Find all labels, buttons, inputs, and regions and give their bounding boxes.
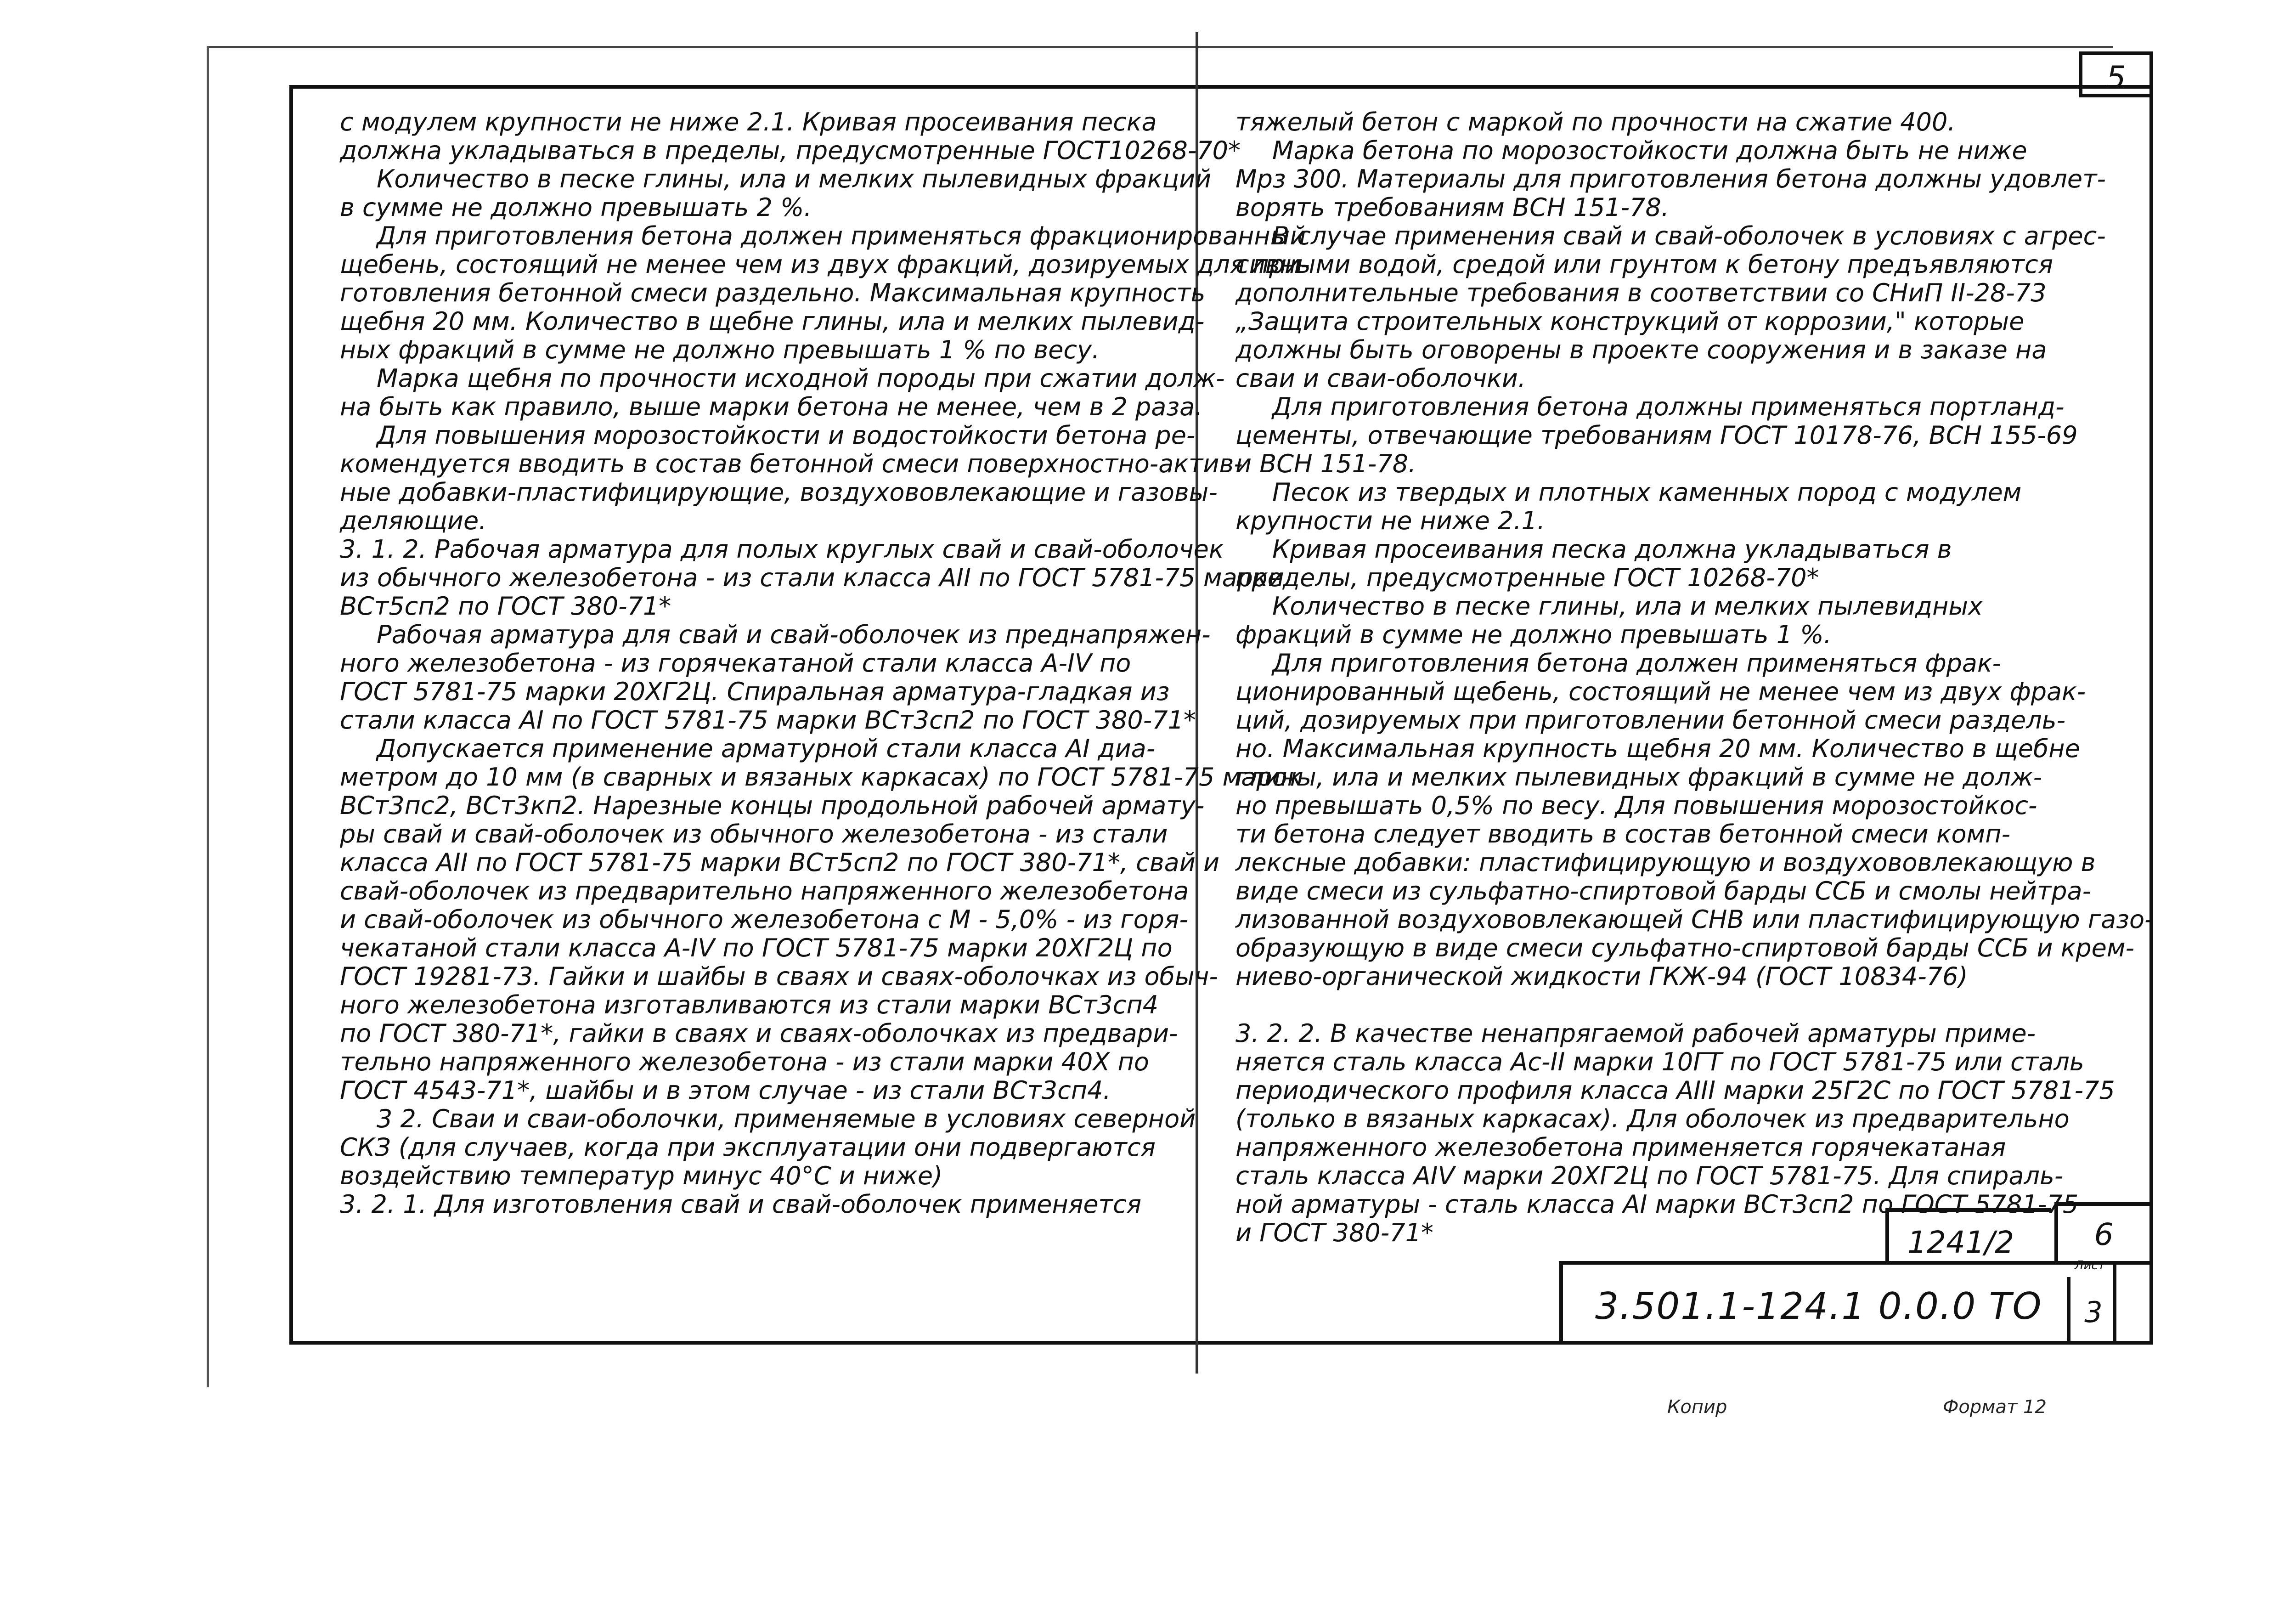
- footer-format: Формат 12: [1943, 1396, 2047, 1418]
- text-line: но превышать 0,5% по весу. Для повышения морозостойкос-: [1235, 791, 2037, 820]
- outer-left-line: [207, 46, 209, 1387]
- left-column: [340, 107, 1310, 1219]
- text-line: ниево-органической жидкости ГКЖ-94 (ГОСТ 10834-76): [1235, 962, 1968, 991]
- text-line: Для приготовления бетона должен применяться фракционированный: [377, 221, 1306, 250]
- text-line: ГОСТ 5781-75 марки 20ХГ2Ц. Спиральная арматура-гладкая из: [340, 677, 1170, 706]
- text-line: Песок из твердых и плотных каменных пород с модулем: [1272, 478, 2022, 507]
- text-line: ворять требованиям ВСН 151-78.: [1235, 193, 1670, 222]
- text-line: сваи и сваи-оболочки.: [1235, 364, 1526, 393]
- text-line: ГОСТ 4543-71*, шайбы и в этом случае - из стали ВСт3сп4.: [340, 1076, 1111, 1105]
- text-line: чекатаной стали класса А-IV по ГОСТ 5781-75 марки 20ХГ2Ц по: [340, 933, 1173, 962]
- text-line: ВСт3пс2, ВСт3кп2. Нарезные концы продольной рабочей армату-: [340, 791, 1205, 820]
- sheet-value: 3: [2084, 1295, 2103, 1329]
- text-line: Количество в песке глины, ила и мелких пылевидных: [1272, 592, 1983, 621]
- text-line: Марка бетона по морозостойкости должна быть не ниже: [1272, 136, 2027, 165]
- sheet-label: Лист: [2075, 1259, 2105, 1272]
- text-line: метром до 10 мм (в сварных и вязаных каркасах) по ГОСТ 5781-75 марок: [340, 763, 1303, 792]
- text-line: и свай-оболочек из обычного железобетона с М - 5,0% - из горя-: [340, 905, 1188, 934]
- text-line: ГОСТ 19281-73. Гайки и шайбы в сваях и сваях-оболочках из обыч-: [340, 962, 1218, 991]
- text-line: няется сталь класса Ас-II марки 10ГТ по ГОСТ 5781-75 или сталь: [1235, 1047, 2084, 1076]
- text-line: ционированный щебень, состоящий не менее чем из двух фрак-: [1235, 677, 2086, 706]
- text-line: и ВСН 151-78.: [1235, 449, 1416, 478]
- text-line: ти бетона следует вводить в состав бетонной смеси комп-: [1235, 820, 2011, 848]
- text-line: в сумме не должно превышать 2 %.: [340, 193, 812, 222]
- text-line: ных фракций в сумме не должно превышать 1 % по весу.: [340, 335, 1100, 364]
- stamp-ref-box: [1885, 1208, 2051, 1263]
- text-line: Количество в песке глины, ила и мелких пылевидных фракций: [377, 164, 1212, 193]
- text-line: ры свай и свай-оболочек из обычного железобетона - из стали: [340, 820, 1168, 848]
- text-line: ной арматуры - сталь класса АI марки ВСт3сп2 по ГОСТ 5781-75: [1235, 1190, 2079, 1219]
- sheet-cell: [2067, 1277, 2116, 1345]
- text-line: ций, дозируемых при приготовлении бетонной смеси раздель-: [1235, 706, 2066, 735]
- text-line: стали класса АI по ГОСТ 5781-75 марки ВСт3сп2 по ГОСТ 380-71*: [340, 706, 1196, 735]
- text-line: деляющие.: [340, 506, 487, 535]
- text-line: тельно напряженного железобетона - из стали марки 40Х по: [340, 1047, 1149, 1076]
- sheet-number: 5: [2106, 60, 2126, 96]
- text-line: „Защита строительных конструкций от коррозии," которые: [1235, 307, 2025, 336]
- text-line: ного железобетона изготавливаются из стали марки ВСт3сп4: [340, 990, 1159, 1019]
- text-line: Кривая просеивания песка должна укладываться в: [1272, 535, 1952, 564]
- text-line: 3. 2. 1. Для изготовления свай и свай-оболочек применяется: [340, 1190, 1142, 1219]
- text-line: образующую в виде смеси сульфатно-спиртовой барды ССБ и крем-: [1235, 933, 2135, 962]
- outer-top-line: [207, 46, 2113, 48]
- text-line: крупности не ниже 2.1.: [1235, 506, 1546, 535]
- text-line: на быть как правило, выше марки бетона не менее, чем в 2 раза.: [340, 392, 1203, 421]
- text-line: ного железобетона - из горячекатаной стали класса А-IV по: [340, 649, 1131, 678]
- text-line: напряженного железобетона применяется горячекатаная: [1235, 1133, 2006, 1162]
- text-line: СКЗ (для случаев, когда при эксплуатации они подвергаются: [340, 1133, 1156, 1162]
- text-line: Допускается применение арматурной стали класса АI диа-: [377, 734, 1156, 763]
- title-block: [1559, 1261, 2116, 1345]
- text-line: (только в вязаных каркасах). Для оболочек из предварительно: [1235, 1104, 2070, 1133]
- text-line: тяжелый бетон с маркой по прочности на сжатие 400.: [1235, 107, 1956, 136]
- text-line: но. Максимальная крупность щебня 20 мм. Количество в щебне: [1235, 734, 2080, 763]
- text-line: с модулем крупности не ниже 2.1. Кривая просеивания песка: [340, 107, 1157, 136]
- text-line: ные добавки-пластифицирующие, воздухововлекающие и газовы-: [340, 478, 1218, 507]
- text-line: должна укладываться в пределы, предусмотренные ГОСТ10268-70*: [340, 136, 1241, 165]
- text-line: лизованной воздухововлекающей СНВ или пластифицирующую газо-: [1235, 905, 2154, 934]
- text-line: Мрз 300. Материалы для приготовления бетона должны удовлет-: [1235, 164, 2106, 193]
- text-line: и ГОСТ 380-71*: [1235, 1218, 1433, 1247]
- text-line: фракций в сумме не должно превышать 1 %.: [1235, 620, 1832, 649]
- stamp-ref: 1241/2: [1907, 1225, 2014, 1260]
- document-designation: 3.501.1-124.1 0.0.0 ТО: [1595, 1285, 2042, 1328]
- text-line: сталь класса АIV марки 20ХГ2Ц по ГОСТ 5781-75. Для спираль-: [1235, 1161, 2064, 1190]
- text-line: периодического профиля класса АIII марки 25Г2С по ГОСТ 5781-75: [1235, 1076, 2115, 1105]
- text-line: Для повышения морозостойкости и водостойкости бетона ре-: [377, 421, 1196, 450]
- footer-copied: Копир: [1667, 1396, 1727, 1418]
- sheet-number-box: [2079, 51, 2153, 97]
- text-line: 3. 2. 2. В качестве ненапрягаемой рабочей арматуры приме-: [1235, 1019, 2036, 1048]
- right-column: [1235, 107, 2154, 1247]
- text-line: глины, ила и мелких пылевидных фракций в сумме не долж-: [1235, 763, 2042, 792]
- text-line: лексные добавки: пластифицирующую и воздухововлекающую в: [1235, 848, 2096, 877]
- text-line: щебня 20 мм. Количество в щебне глины, ила и мелких пылевид-: [340, 307, 1205, 336]
- text-line: свай-оболочек из предварительно напряженного железобетона: [340, 876, 1189, 905]
- text-line: цементы, отвечающие требованиям ГОСТ 10178-76, ВСН 155-69: [1235, 421, 2078, 450]
- text-line: щебень, состоящий не менее чем из двух фракций, дозируемых для при-: [340, 250, 1310, 279]
- text-line: Для приготовления бетона должны применяться портланд-: [1272, 392, 2065, 421]
- text-line: воздействию температур минус 40°С и ниже): [340, 1161, 943, 1190]
- text-line: Марка щебня по прочности исходной породы при сжатии долж-: [377, 364, 1225, 393]
- text-line: по ГОСТ 380-71*, гайки в сваях и сваях-оболочках из предвари-: [340, 1019, 1178, 1048]
- text-line: готовления бетонной смеси раздельно. Максимальная крупность: [340, 278, 1206, 307]
- text-line: Для приготовления бетона должен применяться фрак-: [1272, 649, 2002, 678]
- text-line: В случае применения свай и свай-оболочек в условиях с агрес-: [1272, 221, 2106, 250]
- text-line: пределы, предусмотренные ГОСТ 10268-70*: [1235, 563, 1819, 592]
- text-line: 3 2. Сваи и сваи-оболочки, применяемые в условиях северной: [377, 1104, 1196, 1133]
- text-line: сивными водой, средой или грунтом к бетону предъявляются: [1235, 250, 2053, 279]
- stamp-page-box: [2054, 1202, 2153, 1265]
- stamp-page: 6: [2094, 1217, 2114, 1252]
- text-line: класса АII по ГОСТ 5781-75 марки ВСт5сп2 по ГОСТ 380-71*, свай и: [340, 848, 1220, 877]
- text-line: [1235, 991, 2127, 1019]
- text-line: виде смеси из сульфатно-спиртовой барды ССБ и смолы нейтра-: [1235, 876, 2092, 905]
- text-line: 3. 1. 2. Рабочая арматура для полых круглых свай и свай-оболочек: [340, 535, 1224, 564]
- text-line: ВСт5сп2 по ГОСТ 380-71*: [340, 592, 671, 621]
- text-line: комендуется вводить в состав бетонной смеси поверхностно-актив-: [340, 449, 1243, 478]
- text-line: дополнительные требования в соответствии со СНиП II-28-73: [1235, 278, 2047, 307]
- text-line: Рабочая арматура для свай и свай-оболочек из преднапряжен-: [377, 620, 1211, 649]
- text-line: из обычного железобетона - из стали класса АII по ГОСТ 5781-75 марки: [340, 563, 1284, 592]
- text-line: должны быть оговорены в проекте сооружения и в заказе на: [1235, 335, 2047, 364]
